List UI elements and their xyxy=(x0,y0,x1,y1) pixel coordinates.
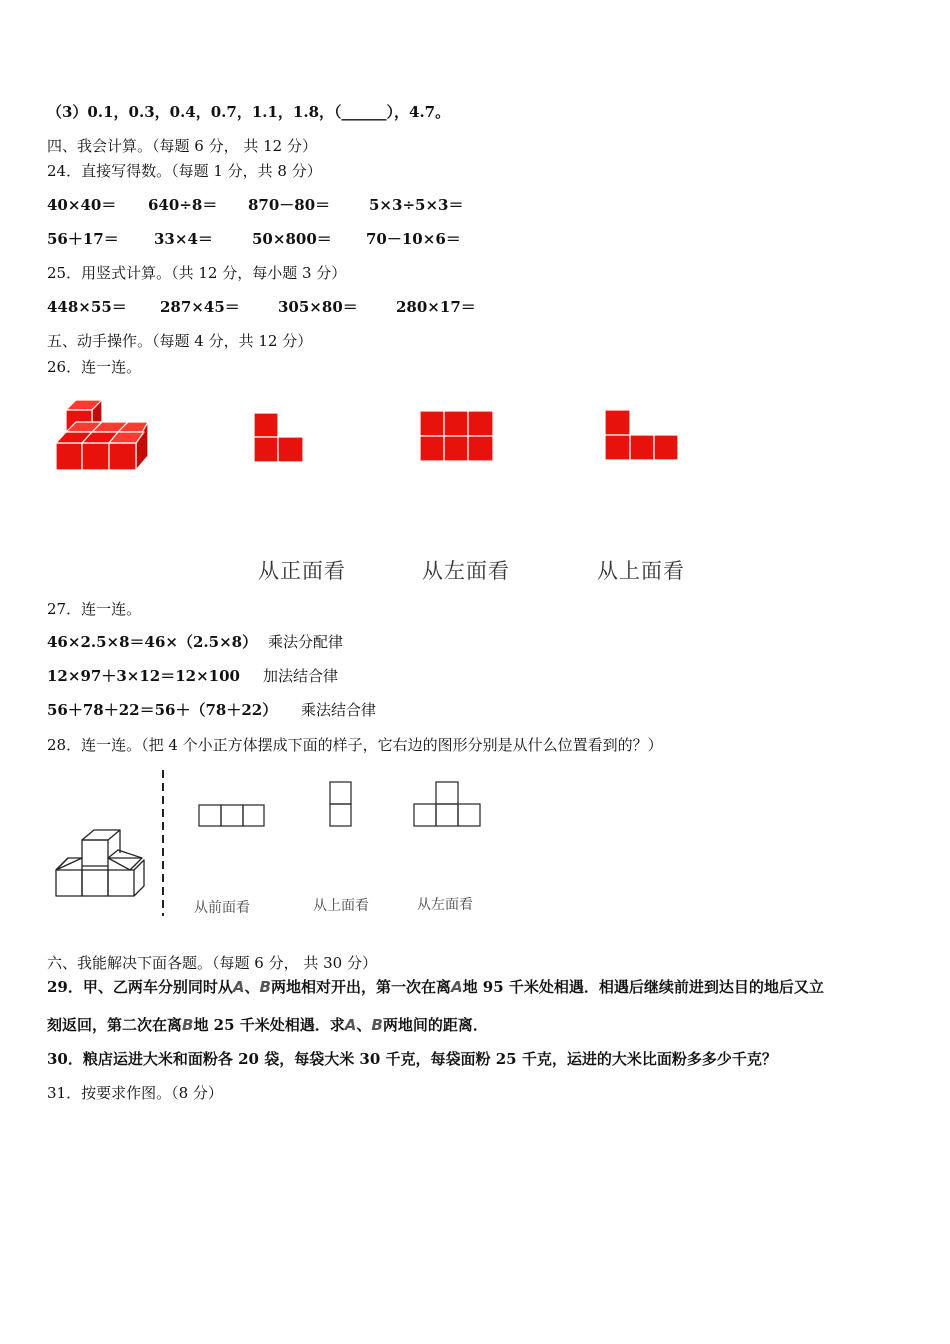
q24-r2-c2: 33×4＝ xyxy=(154,230,213,248)
q28-view-column-of-two xyxy=(329,781,353,828)
q26-title: 26．连一连。 xyxy=(47,358,142,376)
q24-r2-c4: 70－10×6＝ xyxy=(366,230,461,248)
q24-r1-c4: 5×3÷5×3＝ xyxy=(369,196,464,214)
q31-title: 31．按要求作图。（8 分） xyxy=(47,1084,223,1102)
q25-title: 25．用竖式计算。（共 12 分，每小题 3 分） xyxy=(47,264,347,282)
q28-view-t-shape xyxy=(413,781,482,828)
q27-law-3[interactable]: 乘法结合律 xyxy=(301,701,377,719)
q24-r1-c3: 870－80＝ xyxy=(248,196,331,214)
q24-r1-c1: 40×40＝ xyxy=(47,196,117,214)
q28-label-front: 从前面看 xyxy=(194,900,250,916)
q25-c4: 280×17＝ xyxy=(396,298,476,316)
q28-label-top: 从上面看 xyxy=(313,898,369,914)
q27-law-2[interactable]: 加法结合律 xyxy=(263,667,339,685)
q27-eq-2[interactable]: 12×97＋3×12＝12×100 xyxy=(47,667,240,685)
q25-c1: 448×55＝ xyxy=(47,298,127,316)
q24-r2-c1: 56＋17＝ xyxy=(47,230,119,248)
q24-r1-c2: 640÷8＝ xyxy=(148,196,218,214)
q25-c2: 287×45＝ xyxy=(160,298,240,316)
q29-line-2: 刻返回，第二次在离B地 25 千米处相遇．求A、B两地间的距离． xyxy=(47,1016,488,1034)
q24-r2-c3: 50×800＝ xyxy=(252,230,332,248)
q28-view-row-of-three xyxy=(198,804,266,828)
section5-heading: 五、动手操作。（每题 4 分，共 12 分） xyxy=(47,332,313,350)
q26-label-left: 从左面看 xyxy=(422,559,510,583)
q29-line-1: 29．甲、乙两车分别同时从A、B两地相对开出，第一次在离A地 95 千米处相遇．相遇后继续前进到达目的地后又立 xyxy=(47,978,824,996)
q24-title: 24．直接写得数。（每题 1 分，共 8 分） xyxy=(47,162,322,180)
q26-view-rectangle xyxy=(420,411,494,462)
q28-title: 28．连一连。（把 4 个小正方体摆成下面的样子，它右边的图形分别是从什么位置看到的？） xyxy=(47,736,663,754)
q26-view-long-l-shape xyxy=(605,410,679,461)
q28-label-left: 从左面看 xyxy=(417,897,473,913)
section4-heading: 四、我会计算。（每题 6 分， 共 12 分） xyxy=(47,137,317,155)
q3-line: （3）0.1，0.3，0.4，0.7，1.1，1.8，（______），4.7。 xyxy=(47,103,451,121)
q27-eq-3[interactable]: 56＋78＋22＝56＋（78＋22） xyxy=(47,701,278,719)
q26-label-front: 从正面看 xyxy=(258,559,346,583)
q30-text: 30．粮店运进大米和面粉各 20 袋，每袋大米 30 千克，每袋面粉 25 千克，运进的大米比面粉多多少千克？ xyxy=(47,1050,777,1068)
q27-law-1[interactable]: 乘法分配律 xyxy=(268,633,344,651)
q26-label-top: 从上面看 xyxy=(597,559,685,583)
q27-title: 27．连一连。 xyxy=(47,600,142,618)
q26-cube-stack-figure xyxy=(54,398,150,472)
q25-c3: 305×80＝ xyxy=(278,298,358,316)
q27-eq-1[interactable]: 46×2.5×8＝46×（2.5×8） xyxy=(47,633,258,651)
q28-divider-dashed-line xyxy=(160,770,166,916)
q28-cube-stack-figure xyxy=(54,828,148,898)
q26-view-l-shape xyxy=(254,413,304,463)
section6-heading: 六、我能解决下面各题。（每题 6 分， 共 30 分） xyxy=(47,954,377,972)
q3-answer-blank[interactable]: ______ xyxy=(341,103,387,121)
